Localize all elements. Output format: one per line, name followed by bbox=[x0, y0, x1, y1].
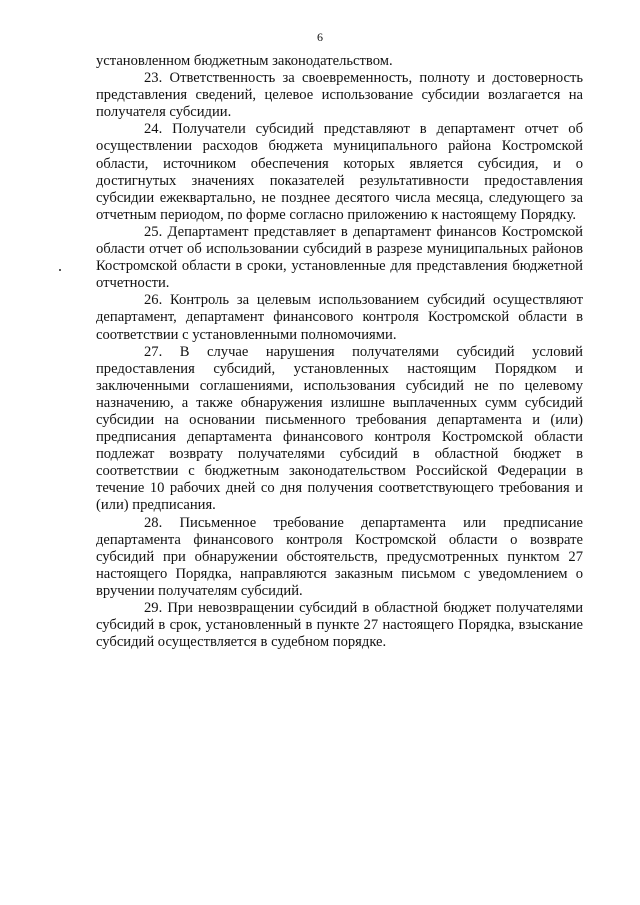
paragraph-24: 24. Получатели субсидий представляют в департамент отчет об осуществлении расходов бюджета муниципального района Костромской области, источником обеспечения которых является субсидия, и о достигнутых значениях показателей результативности предоставления субсидии ежеквартально, не позднее десятого числа месяца, следующего за отчетным периодом, по форме согласно приложению к настоящему Порядку. bbox=[96, 121, 583, 223]
paragraph-26: 26. Контроль за целевым использованием субсидий осуществляют департамент, департамент финансового контроля Костромской области в соответствии с установленными полномочиями. bbox=[96, 292, 583, 343]
paragraph-28: 28. Письменное требование департамента или предписание департамента финансового контроля Костромской области о возврате субсидий при обнаружении обстоятельств, предусмотренных пунктом 27 настоящего Порядка, направляются заказным письмом с уведомлением о вручении получателям субсидий. bbox=[96, 514, 583, 599]
paragraph-27: 27. В случае нарушения получателями субсидий условий предоставления субсидий, установленных настоящим Порядком и заключенными соглашениями, использования субсидий не по целевому назначению, а также обнаружения излишне выплаченных сумм субсидий субсидии на основании письменного требования департамента и (или) предписания департамента финансового контроля Костромской области подлежат возврату получателями субсидий в областной бюджет в соответствии с бюджетным законодательством Российской Федерации в течение 10 рабочих дней со дня получения соответствующего требования и (или) предписания. bbox=[96, 343, 583, 514]
page-number: 6 bbox=[317, 30, 323, 44]
paragraph-23: 23. Ответственность за своевременность, полноту и достоверность представления сведений, целевое использование субсидии возлагается на получателя субсидии. bbox=[96, 70, 583, 121]
paragraph-25: 25. Департамент представляет в департамент финансов Костромской области отчет об использовании субсидий в разрезе муниципальных районов Костромской области в сроки, установленные для представления бюджетной отчетности. bbox=[96, 223, 583, 292]
paragraph-continuation: установленном бюджетным законодательством. bbox=[96, 53, 393, 69]
document-body bbox=[96, 53, 583, 651]
scan-speck bbox=[59, 269, 61, 271]
paragraph-29: 29. При невозвращении субсидий в областной бюджет получателями субсидий в срок, установленный в пункте 27 настоящего Порядка, взыскание субсидий осуществляется в судебном порядке. bbox=[96, 600, 583, 651]
